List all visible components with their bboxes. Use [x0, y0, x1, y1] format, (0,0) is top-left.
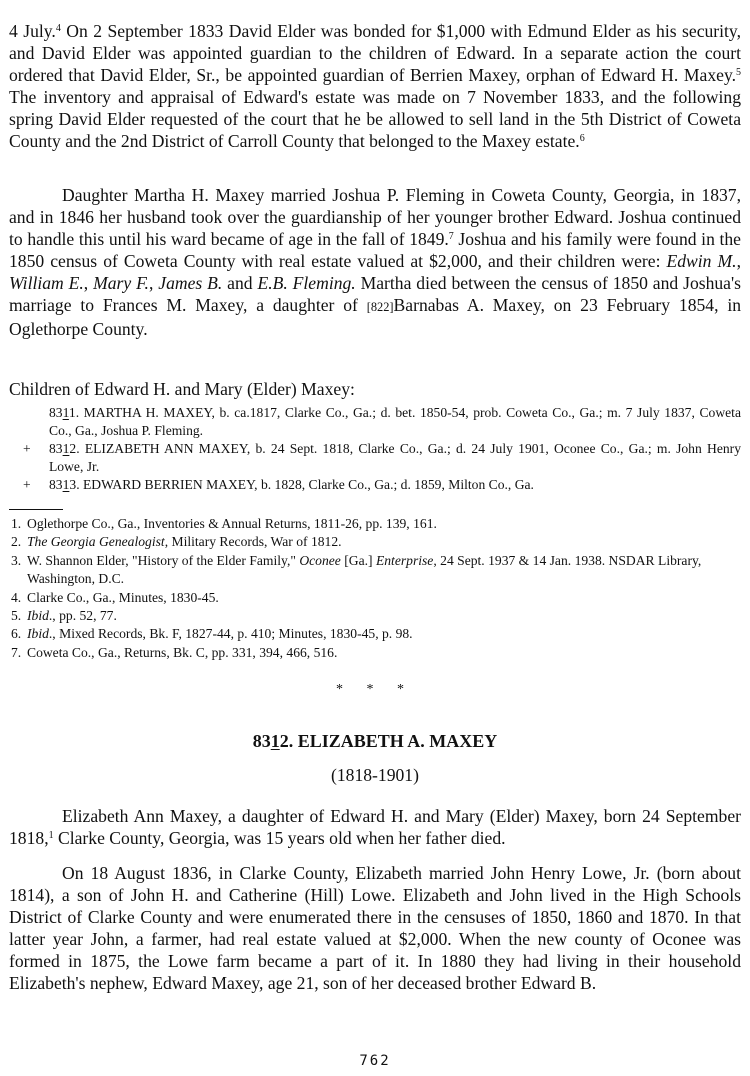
child-number: 83	[49, 405, 63, 420]
footnote-number: 3.	[11, 552, 22, 568]
child-entry	[9, 476, 741, 494]
footnote	[9, 533, 741, 551]
section-title	[9, 731, 741, 752]
footnote-text: Oconee	[299, 552, 341, 568]
footnote-ref[interactable]: 6	[579, 133, 585, 144]
footnote-number: 7.	[11, 644, 22, 660]
text-run: 4 July.	[9, 21, 56, 41]
footnote-text: ., Mixed Records, Bk. F, 1827-44, p. 410; Minutes, 1830-45, p. 98.	[48, 626, 413, 642]
footnote-text: Ibid	[27, 626, 49, 642]
child-number: 83	[49, 477, 63, 492]
text-run: On 2 September 1833 David Elder was bonded for $1,000 with Edmund Elder as his security, and David Elder was appointed guardian to the children of Edward. In a separate action the court ordered that David Elder, Sr., be appointed guardian of Berrien Maxey, orphan of Edward H. Maxey.	[9, 21, 741, 85]
child-text: . ELIZABETH ANN MAXEY, b. 24 Sept. 1818, Clarke Co., Ga.; d. 24 July 1901, Oconee Co., Ga.; m. John Henry Lowe, Jr.	[49, 441, 741, 474]
footnote	[9, 552, 741, 589]
footnote	[9, 625, 741, 643]
child-number: 1	[68, 405, 76, 420]
footnote-ref[interactable]: 7	[448, 231, 454, 242]
footnote-text: Clarke Co., Ga., Minutes, 1830-45.	[27, 589, 219, 605]
section-number: 2	[279, 731, 289, 751]
text-run: The inventory and appraisal of Edward's estate was made on 7 November 1833, and the following spring David Elder requested of the court that he be allowed to sell land in the 5th District of Coweta County and the 2nd District of Carroll County that belonged to the Maxey estate.	[9, 87, 741, 151]
child-entry	[9, 440, 741, 476]
footnote	[9, 589, 741, 607]
footnote-ref[interactable]: 1	[48, 830, 54, 841]
child-name: William E.	[9, 273, 84, 293]
child-entry	[9, 404, 741, 440]
footnote-number: 4.	[11, 589, 22, 605]
footnote-ref[interactable]: 5	[736, 67, 741, 78]
paragraph-guardianship	[9, 20, 741, 152]
footnote	[9, 644, 741, 662]
child-name: James B.	[158, 273, 223, 293]
page-number: 762	[359, 1053, 391, 1069]
footnote-text: The Georgia Genealogist	[27, 534, 165, 550]
child-number: 2	[69, 441, 77, 456]
footnote-text: W. Shannon Elder, "History of the Elder Family,"	[27, 552, 300, 568]
footnote-text: , Military Records, War of 1812.	[164, 534, 342, 550]
section-title-text: . ELIZABETH A. MAXEY	[288, 731, 498, 751]
separator-text: ,	[148, 273, 159, 293]
child-number: 1	[62, 441, 70, 456]
descendant-marker: +	[23, 441, 31, 456]
section-dates: (1818-1901)	[331, 765, 419, 785]
separator-text: ,	[83, 273, 94, 293]
child-text: . MARTHA H. MAXEY, b. ca.1817, Clarke Co., Ga.; d. bet. 1850-54, prob. Coweta Co., Ga.; m. 7 July 1837, Coweta Co., Ga., Joshua P. Fleming.	[49, 405, 741, 438]
child-name: Edwin M.	[666, 251, 737, 271]
footnote-ref[interactable]: 4	[55, 23, 61, 34]
footnote-divider	[9, 509, 63, 510]
text-run: Daughter Martha H. Maxey married Joshua P. Fleming in Coweta County, Georgia, in 1837, and in 1846 her husband took over the guardianship of her younger brother Edward. Joshua continued to handle this until his ward became of age in the fall of 1849.	[9, 185, 741, 249]
footnote-text: Oglethorpe Co., Ga., Inventories & Annual Returns, 1811-26, pp. 139, 161.	[27, 516, 437, 531]
footnote-text: Coweta Co., Ga., Returns, Bk. C, pp. 331, 394, 466, 516.	[27, 644, 338, 660]
paragraph-marriage: On 18 August 1836, in Clarke County, Elizabeth married John Henry Lowe, Jr. (born about 1814), a son of John H. and Catherine (Hill) Lowe. Elizabeth and John lived in the High Schools District of Clarke County and were enumerated there in the censuses of 1850, 1860 and 1870. In that latter year John, a farmer, had real estate valued at $2,000. When the new county of Oconee was formed in 1875, the Lowe farm became a part of it. In 1880 they had living in their household Elizabeth's nephew, Edward Maxey, age 21, son of her deceased brother Edward B.	[9, 863, 741, 993]
footnote-text: , 24 Sept. 1937 & 14 Jan. 1938. NSDAR Library, Washington, D.C.	[27, 552, 702, 587]
child-number: 1	[62, 477, 70, 492]
child-name: Mary F.	[93, 273, 149, 293]
children-heading: Children of Edward H. and Mary (Elder) Maxey:	[9, 379, 355, 399]
paragraph-birth	[9, 805, 741, 849]
text-run: Barnabas A. Maxey, on 23 February 1854, in Oglethorpe County.	[9, 295, 741, 339]
footnote-number: 1.	[11, 516, 22, 531]
footnote-text: Enterprise	[375, 552, 434, 568]
text-run: Joshua and his family were found in the 1850 census of Coweta County with real estate valued at $2,000, and their children were:	[9, 229, 741, 271]
separator-text: and	[222, 273, 258, 293]
footnote	[9, 607, 741, 625]
footnote-number: 5.	[11, 608, 22, 624]
cross-reference[interactable]: [822]	[366, 300, 394, 314]
child-text: . EDWARD BERRIEN MAXEY, b. 1828, Clarke Co., Ga.; d. 1859, Milton Co., Ga.	[76, 477, 534, 492]
footnote-text: [Ga.]	[340, 552, 376, 568]
children-list	[9, 404, 741, 494]
footnote-text: ., pp. 52, 77.	[48, 608, 117, 624]
separator-text: ,	[736, 251, 741, 271]
footnote-number: 6.	[11, 626, 22, 642]
child-number: 1	[62, 405, 69, 420]
text-run: Clarke County, Georgia, was 15 years old when her father died.	[53, 828, 506, 848]
footnotes	[9, 515, 741, 662]
text-run: Elizabeth Ann Maxey, a daughter of Edward H. and Mary (Elder) Maxey, born 24 September 1818,	[9, 806, 741, 848]
footnote-number: 2.	[11, 534, 22, 550]
child-name: E.B. Fleming.	[257, 273, 356, 293]
footnote	[9, 515, 741, 533]
section-separator: * * *	[336, 682, 414, 697]
section-number: 83	[252, 731, 271, 751]
child-number: 3	[69, 477, 77, 492]
child-number: 83	[49, 441, 63, 456]
descendant-marker: +	[23, 477, 31, 492]
footnote-text: Ibid	[27, 608, 49, 624]
section-number: 1	[270, 731, 280, 751]
paragraph-martha	[9, 184, 741, 340]
text-run: Martha died between the census of 1850 and Joshua's marriage to Frances M. Maxey, a daughter of	[9, 273, 742, 315]
